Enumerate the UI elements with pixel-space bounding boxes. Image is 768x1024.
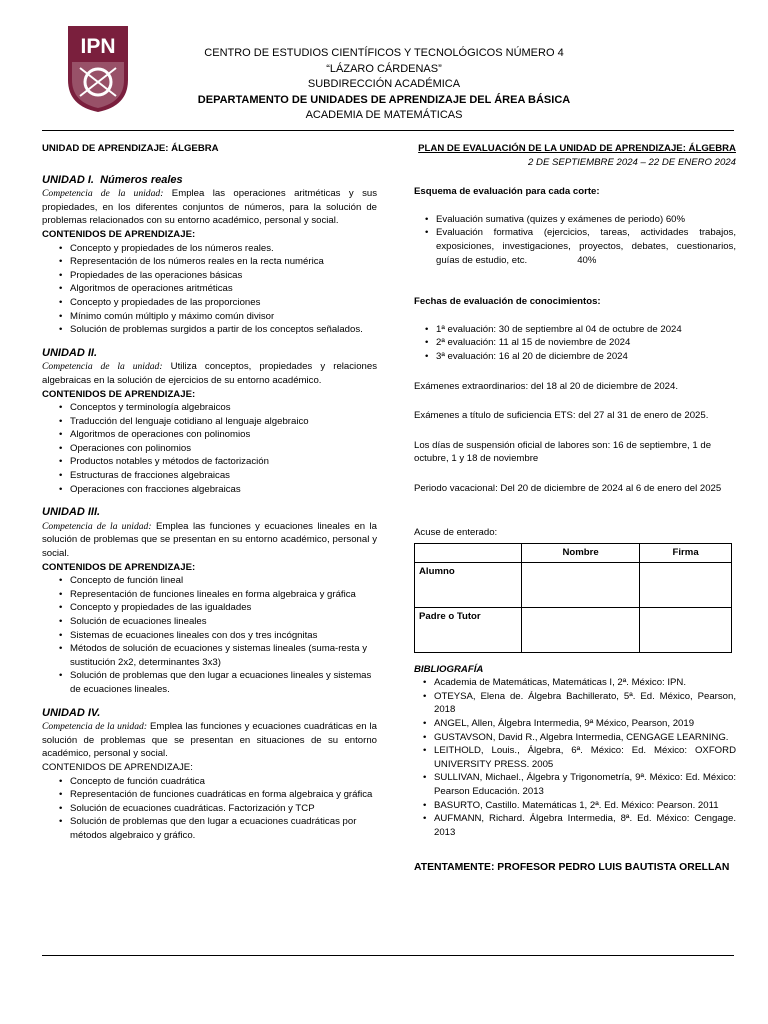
table-header: Firma xyxy=(640,544,732,563)
list-item: • Concepto de función lineal xyxy=(70,574,377,588)
dates-list xyxy=(414,323,736,364)
list-item: • Productos notables y métodos de factorización xyxy=(70,455,377,469)
list-item: • Representación de los números reales en la recta numérica xyxy=(70,255,377,269)
contents-list xyxy=(42,401,377,496)
dates-title: Fechas de evaluación de conocimientos: xyxy=(414,296,601,308)
subject-title: UNIDAD DE APRENDIZAJE: ÁLGEBRA xyxy=(42,143,219,154)
list-item: • Representación de funciones cuadráticas en forma algebraica y gráfica xyxy=(70,788,377,802)
list-item: • Algoritmos de operaciones aritméticas xyxy=(70,282,377,296)
unit-title: UNIDAD III. xyxy=(42,506,101,519)
header-school-name: “LÁZARO CÁRDENAS” xyxy=(326,62,442,75)
evaluation-plan-title: PLAN DE EVALUACIÓN DE LA UNIDAD DE APRENDIZAJE: ÁLGEBRA xyxy=(418,143,736,154)
list-item: • Concepto de función cuadrática xyxy=(70,775,377,789)
bibliography-list xyxy=(414,676,736,839)
list-item: • Operaciones con polinomios xyxy=(70,442,377,456)
table-row xyxy=(415,607,732,652)
header-department: DEPARTAMENTO DE UNIDADES DE APRENDIZAJE DEL ÁREA BÁSICA xyxy=(197,93,571,106)
contents-list xyxy=(42,242,377,337)
list-item: • BASURTO, Castillo. Matemáticas 1, 2ª. Ed. México: Pearson. 2011 xyxy=(434,799,736,813)
header-academy: ACADEMIA DE MATEMÁTICAS xyxy=(305,109,463,121)
vacation-period: Periodo vacacional: Del 20 de diciembre de 2024 al 6 de enero del 2025 xyxy=(414,482,722,494)
list-item: • Solución de ecuaciones cuadráticas. Factorización y TCP xyxy=(70,802,377,816)
unit-competence: Competencia de la unidad: Utiliza conceptos, propiedades y relaciones algebraicas en la solución de ejercicios de su entorno académico. xyxy=(42,361,377,386)
list-item: • AUFMANN, Richard. Álgebra Intermedia, 8ª. Ed. México: Cengage. 2013 xyxy=(434,812,736,839)
list-item: • Mínimo común múltiplo y máximo común divisor xyxy=(70,310,377,324)
unit-competence: Competencia de la unidad: Emplea las funciones y ecuaciones lineales en la solución de problemas que se presentan en su entorno académico, personal y social. xyxy=(42,520,377,560)
formative-percent: 40% xyxy=(577,254,597,266)
svg-text:IPN: IPN xyxy=(80,35,116,58)
unit-title: UNIDAD IV. xyxy=(42,706,101,719)
unit-4 xyxy=(42,707,377,843)
table-header: Nombre xyxy=(522,544,640,563)
contents-label: CONTENIDOS DE APRENDIZAJE: xyxy=(42,388,196,400)
contents-label: CONTENIDOS DE APRENDIZAJE: xyxy=(42,561,196,573)
list-item: • 1ª evaluación: 30 de septiembre al 04 de octubre de 2024 xyxy=(436,323,736,337)
scheme-list xyxy=(414,213,736,267)
student-signature-cell[interactable] xyxy=(640,562,732,607)
unit-2 xyxy=(42,347,377,497)
scheme-title: Esquema de evaluación para cada corte: xyxy=(414,186,600,198)
list-item: • 2ª evaluación: 11 al 15 de noviembre de 2024 xyxy=(436,336,736,350)
list-item: • Evaluación formativa (ejercicios, tareas, actividades trabajos, exposiciones, investigaciones, proyectos, debates, cuestionarios, guías de estudio, etc. 40% xyxy=(436,226,736,267)
row-label-guardian: Padre o Tutor xyxy=(415,607,522,652)
row-label-student: Alumno xyxy=(415,562,522,607)
list-item: • Traducción del lenguaje cotidiano al lenguaje algebraico xyxy=(70,415,377,429)
list-item: • 3ª evaluación: 16 al 20 de diciembre de 2024 xyxy=(436,350,736,364)
list-item: • Operaciones con fracciones algebraicas xyxy=(70,483,377,497)
list-item: • OTEYSA, Elena de. Álgebra Bachillerato, 5ª. Ed. México, Pearson, 2018 xyxy=(434,690,736,717)
ack-label: Acuse de enterado: xyxy=(414,526,498,538)
list-item: • Estructuras de fracciones algebraicas xyxy=(70,469,377,483)
list-item: • Conceptos y terminología algebraicos xyxy=(70,401,377,415)
list-item: • Representación de funciones lineales en forma algebraica y gráfica xyxy=(70,588,377,602)
suspension-days: Los días de suspensión oficial de labores son: 16 de septiembre, 1 de octubre, 1 y 18 de noviembre xyxy=(414,439,712,465)
list-item: • Concepto y propiedades de los números reales. xyxy=(70,242,377,256)
list-item: • SULLIVAN, Michael., Álgebra y Trigonometría, 9ª. México: Ed. México: Pearson Educación. 2013 xyxy=(434,771,736,798)
acknowledgement-table xyxy=(414,543,732,653)
list-item: • Solución de problemas surgidos a partir de los conceptos señalados. xyxy=(70,323,377,337)
list-item: • Sistemas de ecuaciones lineales con dos y tres incógnitas xyxy=(70,629,377,643)
unit-3 xyxy=(42,506,377,696)
table-row xyxy=(415,562,732,607)
list-item: • Evaluación sumativa (quizes y exámenes de periodo) 60% xyxy=(436,213,736,227)
bottom-divider xyxy=(42,955,734,956)
contents-list xyxy=(42,574,377,696)
list-item: • Concepto y propiedades de las igualdades xyxy=(70,601,377,615)
table-header xyxy=(415,544,522,563)
list-item: • Academia de Matemáticas, Matemáticas I, 2ª. México: IPN. xyxy=(434,676,736,690)
signature-line: ATENTAMENTE: PROFESOR PEDRO LUIS BAUTISTA ORELLAN xyxy=(414,862,730,874)
list-item: • Propiedades de las operaciones básicas xyxy=(70,269,377,283)
list-item: • Métodos de solución de ecuaciones y sistemas lineales (suma-resta y sustitución 2x2, determinantes 3x3) xyxy=(70,642,377,669)
extraordinary-exams: Exámenes extraordinarios: del 18 al 20 de diciembre de 2024. xyxy=(414,380,678,392)
list-item: • GUSTAVSON, David R., Algebra Intermedia, CENGAGE LEARNING. xyxy=(434,731,736,745)
list-item: • Solución de problemas que den lugar a ecuaciones cuadráticas por métodos algebraico y gráfico. xyxy=(70,815,377,842)
left-column xyxy=(42,142,377,843)
unit-title: UNIDAD I. Números reales xyxy=(42,173,183,186)
unit-competence: Competencia de la unidad: Emplea las funciones y ecuaciones cuadráticas en la solución de problemas que se presentan en situaciones de su entorno académico, personal y social. xyxy=(42,721,377,760)
list-item: • ANGEL, Allen, Álgebra Intermedia, 9ª México, Pearson, 2019 xyxy=(434,717,736,731)
header-institution: CENTRO DE ESTUDIOS CIENTÍFICOS Y TECNOLÓGICOS NÚMERO 4 xyxy=(204,47,564,59)
unit-1 xyxy=(42,174,377,337)
bibliography-title: BIBLIOGRAFÍA xyxy=(414,663,484,675)
list-item: • Solución de problemas que den lugar a ecuaciones lineales y sistemas de ecuaciones lineales. xyxy=(70,669,377,696)
top-divider xyxy=(42,130,734,131)
student-name-cell[interactable] xyxy=(522,562,640,607)
list-item: • Concepto y propiedades de las proporciones xyxy=(70,296,377,310)
guardian-signature-cell[interactable] xyxy=(640,607,732,652)
ets-exams: Exámenes a título de suficiencia ETS: del 27 al 31 de enero de 2025. xyxy=(414,410,709,422)
right-column xyxy=(414,142,736,875)
header-subdirection: SUBDIRECCIÓN ACADÉMICA xyxy=(307,78,461,90)
ipn-logo xyxy=(62,22,134,114)
list-item: • Algoritmos de operaciones con polinomios xyxy=(70,428,377,442)
list-item: • LEITHOLD, Louis., Álgebra, 6ª. México: Ed. México: OXFORD UNIVERSITY PRESS. 2005 xyxy=(434,744,736,771)
contents-list xyxy=(42,775,377,843)
guardian-name-cell[interactable] xyxy=(522,607,640,652)
evaluation-plan-dates: 2 DE SEPTIEMBRE 2024 – 22 DE ENERO 2024 xyxy=(528,156,736,168)
list-item: • Solución de ecuaciones lineales xyxy=(70,615,377,629)
unit-competence: Competencia de la unidad: Emplea las operaciones aritméticas y sus propiedades, en los diferentes conjuntos de números, para la solución de problemas relacionados con su entorno académico, personal y social. xyxy=(42,188,377,227)
contents-label: CONTENIDOS DE APRENDIZAJE: xyxy=(42,228,196,240)
unit-title: UNIDAD II. xyxy=(42,346,97,359)
contents-label: CONTENIDOS DE APRENDIZAJE: xyxy=(42,761,193,773)
document-header xyxy=(150,46,618,124)
